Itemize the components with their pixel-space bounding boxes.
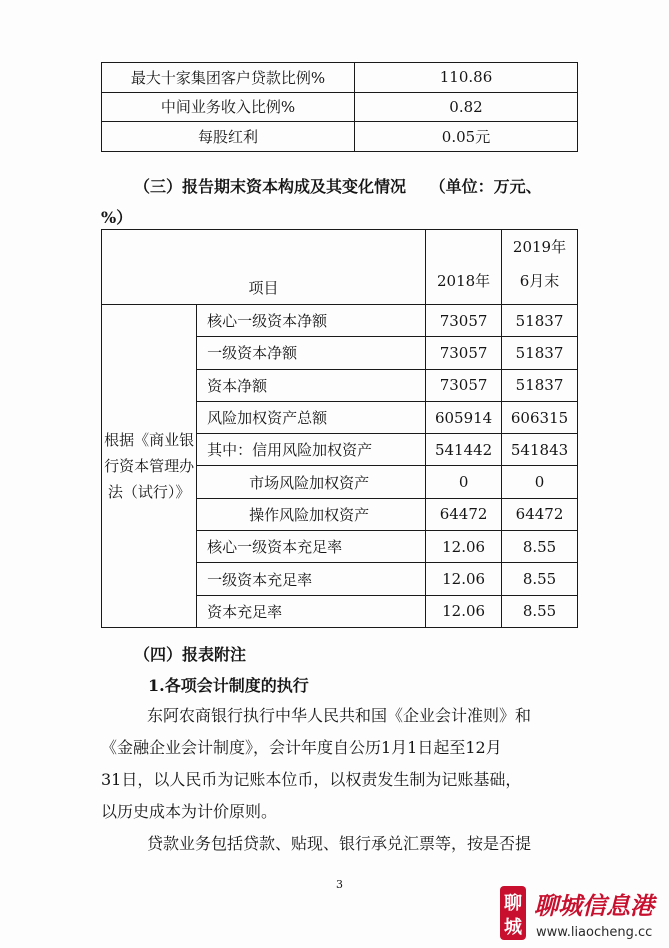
row-2018: 605914: [426, 401, 502, 433]
row-2019: 64472: [502, 498, 578, 530]
section-title: （三）报告期末资本构成及其变化情况: [134, 177, 407, 196]
row-2019: 51837: [502, 305, 578, 337]
row-item: 操作风险加权资产: [197, 498, 426, 530]
header-2019: [502, 230, 578, 305]
table-row: [102, 92, 578, 122]
watermark-url: www.liaocheng.cc: [536, 925, 653, 940]
table-header: [102, 230, 578, 305]
row-2018: 64472: [426, 498, 502, 530]
table-row: [102, 305, 578, 337]
summary-table: [101, 62, 578, 152]
row-item: 市场风险加权资产: [197, 466, 426, 498]
paragraph: [101, 828, 581, 860]
row-2019: 8.55: [502, 595, 578, 627]
unit-note-cont: %）: [101, 208, 133, 227]
row-item: 核心一级资本充足率: [197, 531, 426, 563]
subsection-heading: 1.各项会计制度的执行: [148, 676, 309, 695]
paragraph-line: 《金融企业会计制度》，会计年度自公历1月1日起至12月: [101, 738, 502, 757]
header-2019-period: 6月末: [519, 272, 560, 290]
row-2018: 0: [426, 466, 502, 498]
seal-char-1: 聊: [504, 893, 522, 914]
row-2018: 12.06: [426, 595, 502, 627]
header-item: 项目: [102, 230, 426, 305]
row-2019: 541843: [502, 434, 578, 466]
page-number: 3: [336, 878, 343, 891]
row-item: 资本净额: [197, 369, 426, 401]
row-label: 最大十家集团客户贷款比例%: [102, 63, 355, 93]
row-item: 其中：信用风险加权资产: [197, 434, 426, 466]
row-2018: 541442: [426, 434, 502, 466]
row-2018: 12.06: [426, 563, 502, 595]
row-item: 风险加权资产总额: [197, 401, 426, 433]
header-2018: 2018年: [426, 230, 502, 305]
table-row: [102, 122, 578, 152]
section-heading: [134, 174, 542, 197]
watermark-seal-icon: [498, 882, 666, 944]
seal-char-2: 城: [504, 917, 522, 938]
row-2019: 51837: [502, 369, 578, 401]
row-item: 核心一级资本净额: [197, 305, 426, 337]
header-2019-year: 2019年: [512, 238, 567, 256]
row-2019: 0: [502, 466, 578, 498]
unit-note: （单位：万元、: [429, 177, 542, 196]
row-value: 0.82: [355, 92, 578, 122]
row-2018: 73057: [426, 305, 502, 337]
section-heading: （四）报表附注: [134, 645, 247, 664]
row-label: 中间业务收入比例%: [102, 92, 355, 122]
capital-table: [101, 229, 578, 628]
paragraph-line: 以历史成本为计价原则。: [101, 802, 278, 821]
row-item: 一级资本净额: [197, 337, 426, 369]
row-label: 每股红利: [102, 122, 355, 152]
row-2019: 8.55: [502, 531, 578, 563]
row-2019: 606315: [502, 401, 578, 433]
watermark-logo: [498, 882, 666, 944]
basis-cell: 根据《商业银行资本管理办法（试行）》: [102, 305, 197, 628]
table-row: [102, 63, 578, 93]
row-2019: 51837: [502, 337, 578, 369]
row-2019: 8.55: [502, 563, 578, 595]
watermark-brand: 聊城信息港: [534, 891, 654, 920]
row-2018: 73057: [426, 337, 502, 369]
row-item: 一级资本充足率: [197, 563, 426, 595]
paragraph-line: 贷款业务包括贷款、贴现、银行承兑汇票等，按是否提: [147, 834, 532, 853]
row-value: 110.86: [355, 63, 578, 93]
paragraph: [101, 700, 581, 828]
row-value: 0.05元: [355, 122, 578, 152]
row-2018: 12.06: [426, 531, 502, 563]
paragraph-line: 东阿农商银行执行中华人民共和国《企业会计准则》和: [147, 706, 532, 725]
row-2018: 73057: [426, 369, 502, 401]
row-item: 资本充足率: [197, 595, 426, 627]
paragraph-line: 31日，以人民币为记账本位币，以权责发生制为记账基础，: [101, 770, 522, 789]
